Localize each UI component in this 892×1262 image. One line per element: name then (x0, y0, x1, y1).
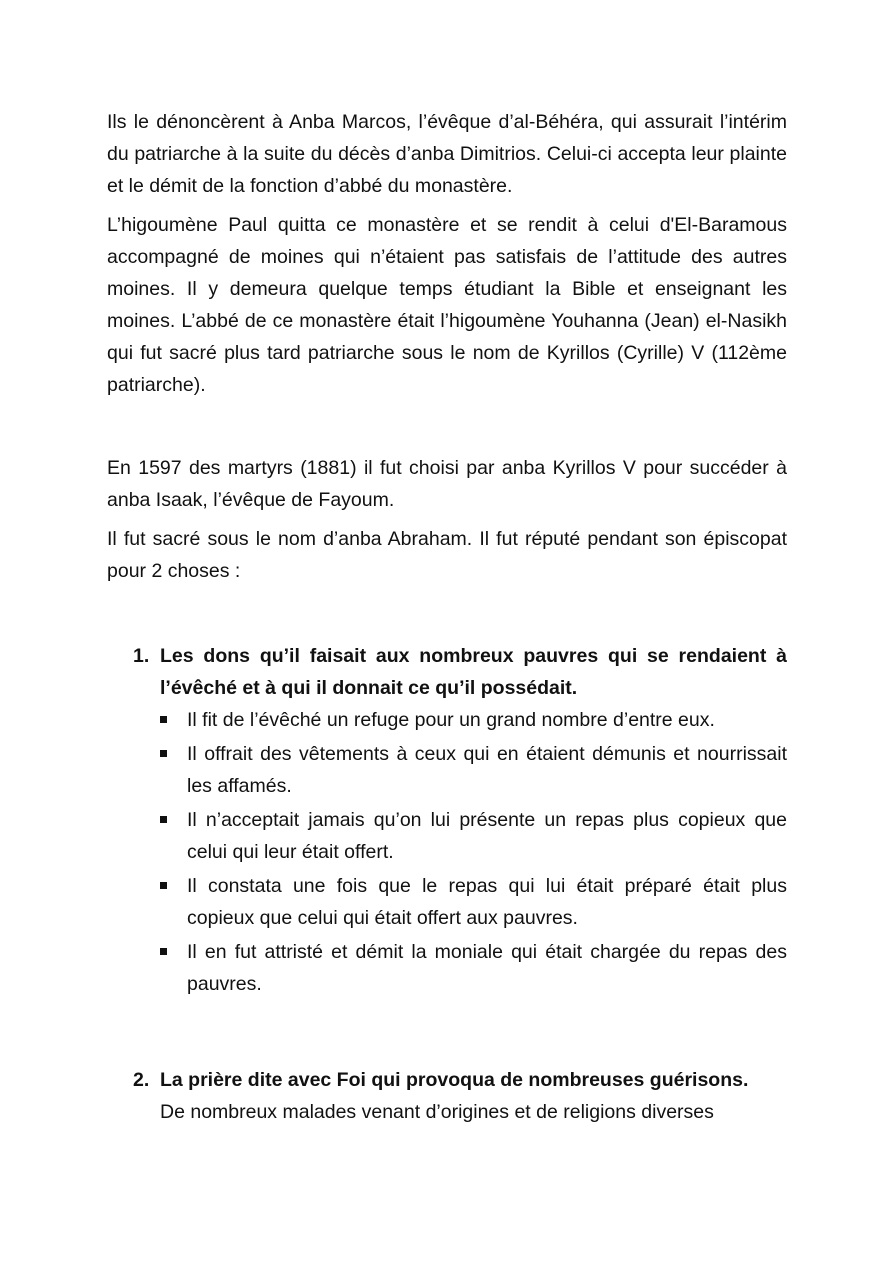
list-item-prayer (133, 1064, 787, 1128)
square-bullet-icon (160, 804, 187, 836)
square-bullet-icon (160, 704, 187, 736)
bullet-item (160, 870, 787, 934)
bullet-item (160, 804, 787, 868)
square-bullet-icon (160, 870, 187, 902)
document-page (107, 106, 787, 1128)
list-item-body (160, 1064, 787, 1128)
bullet-text: Il fit de l’évêché un refuge pour un grand nombre d’entre eux. (187, 709, 715, 731)
list-item-gifts (133, 640, 787, 1002)
square-bullet-icon (160, 738, 187, 770)
bullet-text: Il constata une fois que le repas qui lui était préparé était plus copieux que celui qui était offert aux pauvres. (187, 875, 787, 929)
paragraph-baramous: L’higoumène Paul quitta ce monastère et se rendit à celui d'El-Baramous accompagné de moines qui n’étaient pas satisfais de l’attitude des autres moines. Il y demeura quelque temps étudiant la Bible et enseignant les moines. L’abbé de ce monastère était l’higoumène Youhanna (Jean) el-Nasikh qui fut sacré plus tard patriarche sous le nom de Kyrillos (Cyrille) V (112ème patriarche). (107, 214, 787, 396)
list-item-body (160, 640, 787, 1002)
paragraph-denunciation: Ils le dénoncèrent à Anba Marcos, l’évêque d’al-Béhéra, qui assurait l’intérim du patriarche à la suite du décès d’anba Dimitrios. Celui-ci accepta leur plainte et le démit de la fonction d’abbé du monastère. (107, 111, 787, 197)
bullet-item (160, 738, 787, 802)
spacer (107, 1002, 787, 1064)
bullet-text: Il en fut attristé et démit la moniale qui était chargée du repas des pauvres. (187, 941, 787, 995)
spacer (107, 408, 787, 452)
list-number: 2. (133, 1069, 150, 1091)
list-item-heading: La prière dite avec Foi qui provoqua de nombreuses guérisons. (160, 1069, 749, 1091)
square-bullet-icon (160, 936, 187, 968)
list-number: 1. (133, 645, 150, 667)
paragraph-fayoum: En 1597 des martyrs (1881) il fut choisi par anba Kyrillos V pour succéder à anba Isaak, l’évêque de Fayoum. (107, 457, 787, 511)
bullet-item (160, 936, 787, 1000)
spacer (107, 594, 787, 640)
bullet-text: Il offrait des vêtements à ceux qui en étaient démunis et nourrissait les affamés. (187, 743, 787, 797)
list-item-text: De nombreux malades venant d’origines et de religions diverses (160, 1101, 714, 1123)
list-item-heading: Les dons qu’il faisait aux nombreux pauvres qui se rendaient à l’évêché et à qui il donnait ce qu’il possédait. (160, 645, 787, 699)
paragraph-episcopate: Il fut sacré sous le nom d’anba Abraham. Il fut réputé pendant son épiscopat pour 2 choses : (107, 528, 787, 582)
bullet-item (160, 704, 787, 736)
bullet-text: Il n’acceptait jamais qu’on lui présente un repas plus copieux que celui qui leur était offert. (187, 809, 787, 863)
bullet-list (160, 704, 787, 1000)
